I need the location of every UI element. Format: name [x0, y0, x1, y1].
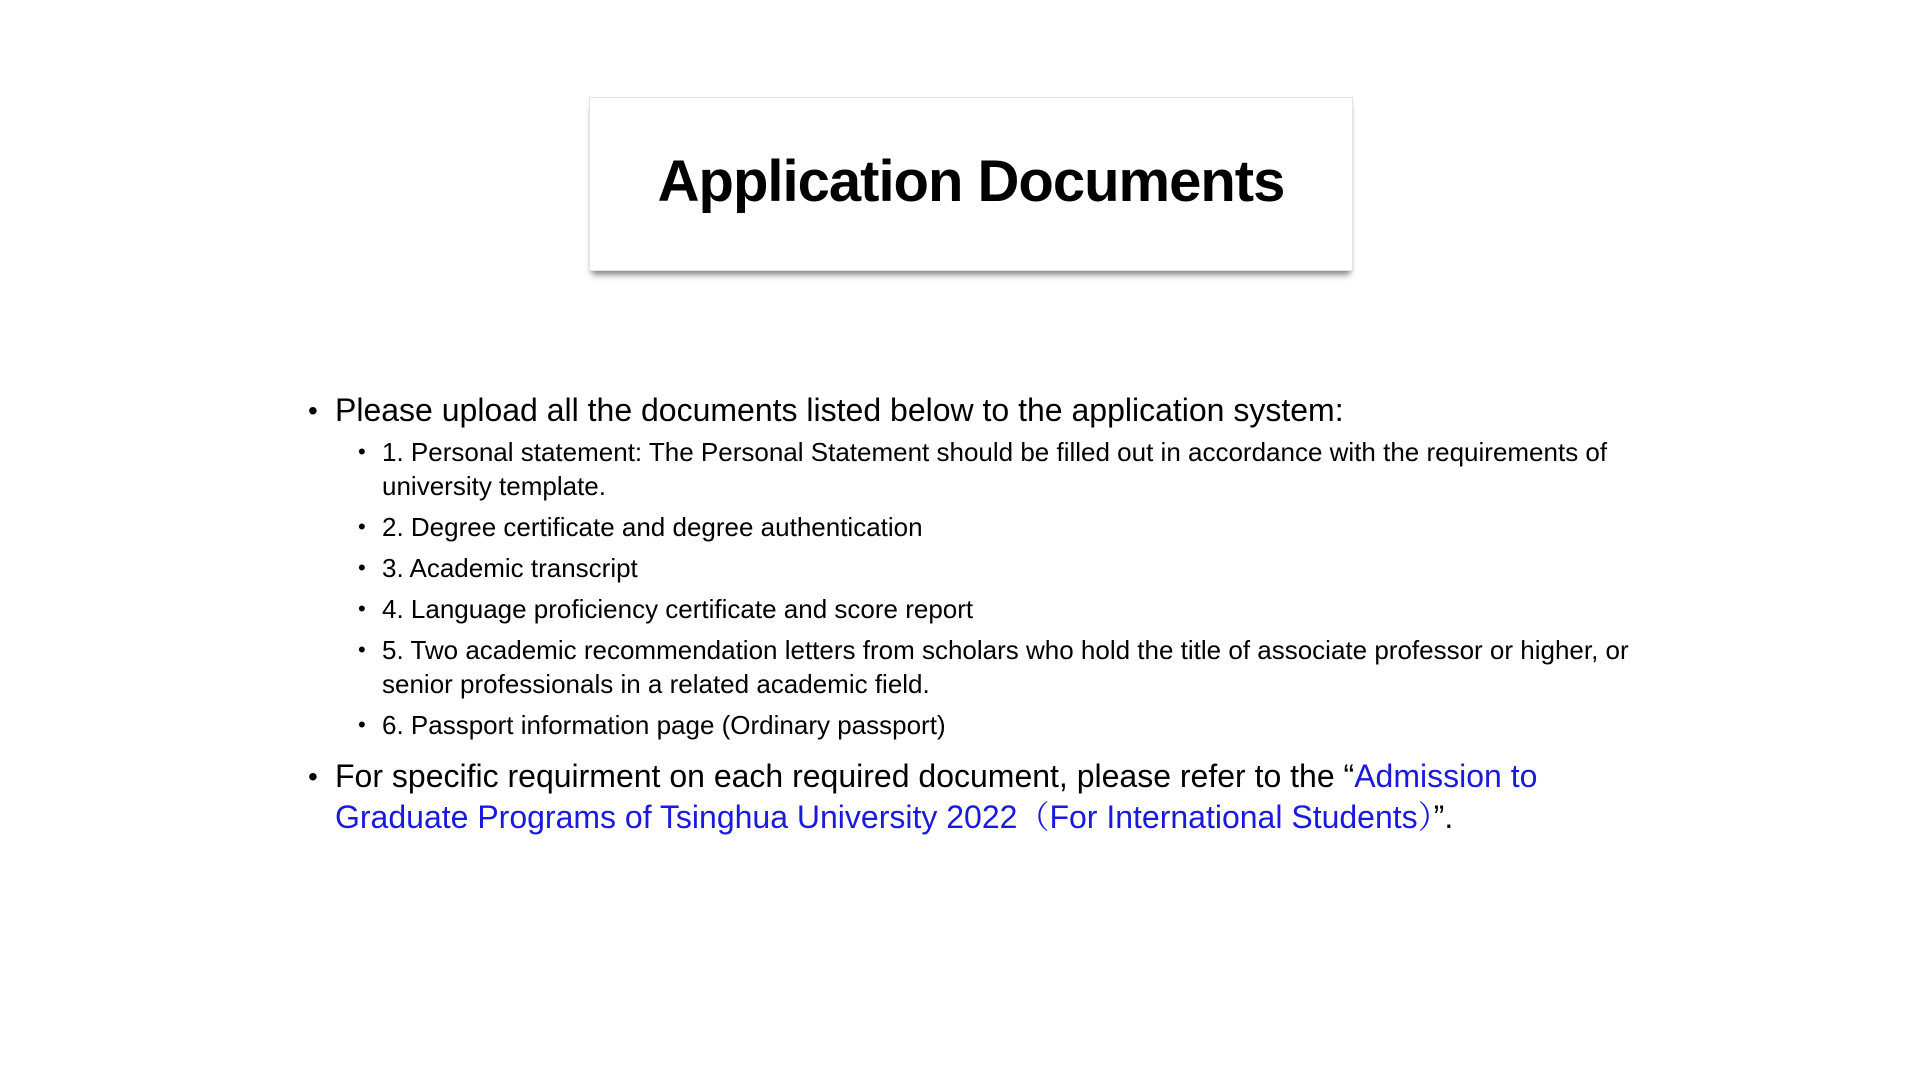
list-item	[308, 592, 1638, 626]
document-item-6: 6. Passport information page (Ordinary passport)	[382, 710, 946, 740]
list-item	[308, 435, 1638, 503]
refer-suffix: ”.	[1433, 799, 1454, 835]
refer-prefix: For specific requirment on each required document, please refer to the “	[335, 758, 1355, 794]
bullet-icon: •	[358, 712, 366, 737]
bullet-icon: •	[358, 596, 366, 621]
slide-content	[308, 390, 1638, 838]
refer-bullet	[308, 756, 1638, 838]
bullet-icon: •	[358, 637, 366, 662]
bullet-icon: •	[358, 514, 366, 539]
document-item-2: 2. Degree certificate and degree authentication	[382, 512, 923, 542]
list-item	[308, 551, 1638, 585]
title-card	[589, 97, 1353, 271]
list-item	[308, 510, 1638, 544]
bullet-icon: •	[358, 439, 366, 464]
list-item	[308, 708, 1638, 742]
admission-guide-link[interactable]: Admission to Graduate Programs of Tsinghua University 2022（For International Students）	[335, 758, 1538, 835]
slide-title: Application Documents	[657, 148, 1285, 214]
bullet-icon: •	[308, 395, 318, 426]
documents-list	[308, 435, 1638, 742]
bullet-icon: •	[358, 555, 366, 580]
document-item-4: 4. Language proficiency certificate and score report	[382, 594, 974, 624]
document-item-1: 1. Personal statement: The Personal Statement should be filled out in accordance with the requirements of university template.	[382, 437, 1608, 501]
list-item	[308, 633, 1638, 701]
intro-text: Please upload all the documents listed below to the application system:	[335, 392, 1344, 428]
document-item-5: 5. Two academic recommendation letters from scholars who hold the title of associate professor or higher, or senior professionals in a related academic field.	[382, 635, 1629, 699]
document-item-3: 3. Academic transcript	[382, 553, 638, 583]
intro-bullet	[308, 390, 1638, 431]
bullet-icon: •	[308, 761, 318, 792]
